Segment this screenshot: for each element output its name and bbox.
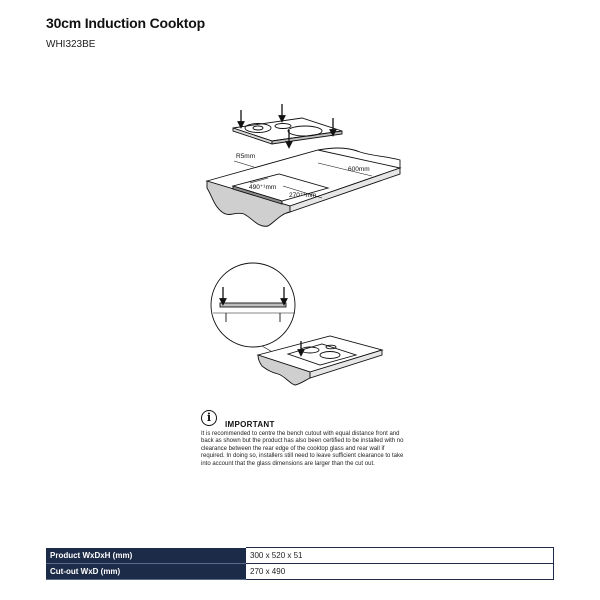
info-icon: i xyxy=(201,410,217,426)
page-title: 30cm Induction Cooktop xyxy=(46,15,205,31)
depth-label: 600mm xyxy=(348,166,370,173)
cutout-depth-label: 490⁺¹mm xyxy=(249,184,277,191)
diagram-cutout xyxy=(207,104,400,226)
table-row xyxy=(46,548,554,564)
model-number: WHI323BE xyxy=(46,39,96,50)
table-row xyxy=(46,564,554,580)
radius-leader xyxy=(234,161,254,167)
spec-value: 300 x 520 x 51 xyxy=(246,548,554,564)
diagram-installed xyxy=(211,263,382,385)
spec-table xyxy=(46,547,554,580)
cutout-width-label: 270⁺¹mm xyxy=(289,192,317,199)
important-heading: IMPORTANT xyxy=(225,420,275,429)
spec-label: Cut-out WxD (mm) xyxy=(46,564,246,580)
cooktop-top-view xyxy=(233,118,342,144)
radius-label: R5mm xyxy=(236,153,256,160)
spec-label: Product WxDxH (mm) xyxy=(46,548,246,564)
detail-cooktop-edge xyxy=(220,303,286,307)
important-body: It is recommended to centre the bench cutout with equal distance front and back as shown but the product has also been certified to be installed with no clearance between the rear edge of the cooktop glass and rear wall if required. In doing so, installers still need to leave sufficient clearance to take into account that the glass dimensions are larger than the cut out. xyxy=(201,431,404,467)
spec-value: 270 x 490 xyxy=(246,564,554,580)
